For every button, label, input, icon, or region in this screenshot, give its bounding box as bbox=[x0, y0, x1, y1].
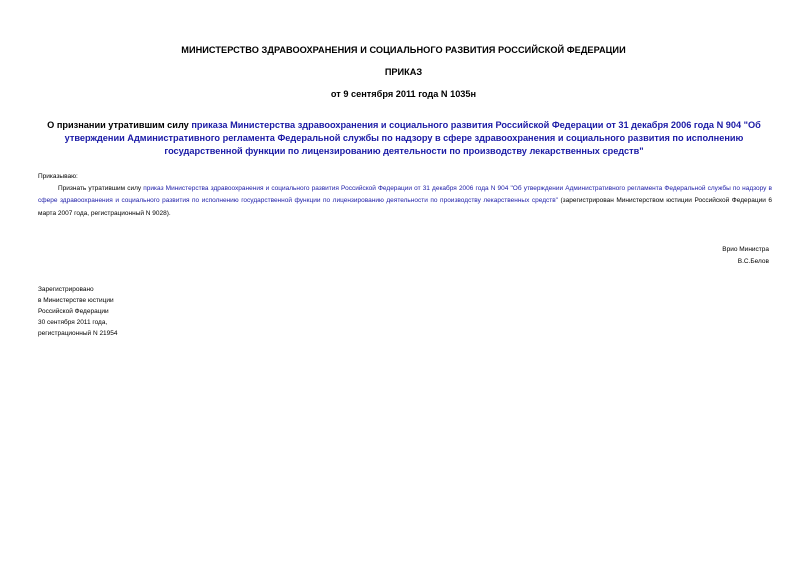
paragraph-referenced-order-link[interactable]: приказ Министерства здравоохранения и социального развития Российской Федерации от 31 декабря 2006 года N 904 "Об утверждении Административного регламента Федеральной службы по надзору в сфере здравоохранения и социального развития по исполнению государственной функции по лицензированию деятельности по производству лекарственных средств" bbox=[38, 185, 772, 205]
title-referenced-order-link[interactable]: приказа Министерства здравоохранения и социального развития Российской Федерации от 31 декабря 2006 года N 904 "Об утверждении Административного регламента Федеральной службы по надзору в сфере здравоохранения и социального развития по исполнению государственной функции по лицензированию деятельности по производству лекарственных средств" bbox=[64, 120, 761, 156]
ministry-heading: МИНИСТЕРСТВО ЗДРАВООХРАНЕНИЯ И СОЦИАЛЬНОГО РАЗВИТИЯ РОССИЙСКОЙ ФЕДЕРАЦИИ bbox=[181, 45, 626, 55]
title-prefix: О признании утратившим силу bbox=[47, 120, 192, 130]
paragraph-prefix: Признать утратившим силу bbox=[58, 185, 144, 192]
registration-line: Российской Федерации bbox=[38, 307, 109, 315]
registration-line: в Министерстве юстиции bbox=[38, 296, 114, 304]
order-date-heading: от 9 сентября 2011 года N 1035н bbox=[330, 89, 477, 99]
signatory-name: В.С.Белов bbox=[737, 257, 769, 265]
paragraph-suffix: (зарегистрирован Министерством юстиции Российской Федерации 6 марта 2007 года, регистрационный N 9028). bbox=[38, 197, 772, 217]
order-directive-label: Приказываю: bbox=[38, 173, 78, 180]
main-paragraph bbox=[38, 183, 772, 220]
registration-block bbox=[38, 285, 118, 340]
registration-line: 30 сентября 2011 года, bbox=[38, 318, 108, 326]
signatory-position: Врио Министра bbox=[722, 246, 769, 253]
order-type-heading: ПРИКАЗ bbox=[384, 67, 423, 77]
signature-block bbox=[722, 244, 769, 268]
registration-line: регистрационный N 21954 bbox=[38, 329, 118, 337]
document-title bbox=[44, 119, 764, 158]
registration-line: Зарегистрировано bbox=[38, 286, 94, 293]
